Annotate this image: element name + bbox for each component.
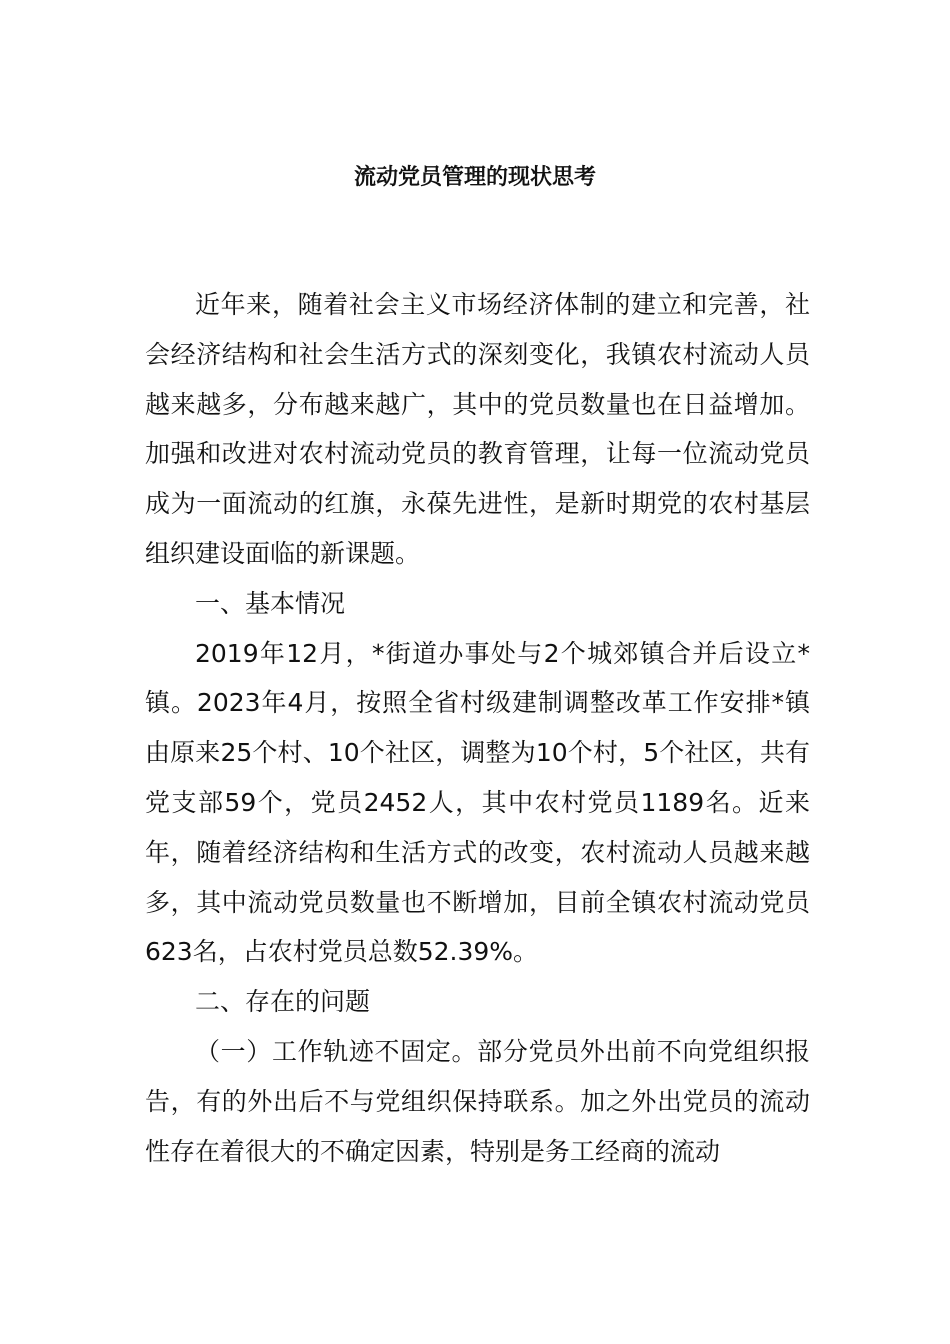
document-title: 流动党员管理的现状思考 — [353, 165, 596, 190]
paragraph-intro: 近年来，随着社会主义市场经济体制的建立和完善，社会经济结构和社会生活方式的深刻变化，我镇农村流动人员越来越多，分布越来越广，其中的党员数量也在日益增加。加强和改进对农村流动党员的教育管理，让每一位流动党员成为一面流动的红旗，永葆先进性，是新时期党的农村基层组织建设面临的新课题。 — [145, 290, 810, 568]
paragraph-problem-one: （一）工作轨迹不固定。部分党员外出前不向党组织报告，有的外出后不与党组织保持联系。加之外出党员的流动性存在着很大的不确定因素，特别是务工经商的流动 — [145, 1036, 810, 1166]
heading-existing-problems: 二、存在的问题 — [195, 987, 371, 1017]
paragraph-basic-situation: 2019年12月，*街道办事处与2个城郊镇合并后设立*镇。2023年4月，按照全省村级建制调整改革工作安排*镇由原来25个村、10个社区，调整为10个村，5个社区，共有党支部59个，党员2452人，其中农村党员1189名。近来年，随着经济结构和生活方式的改变，农村流动人员越来越多，其中流动党员数量也不断增加，目前全镇农村流动党员623名，占农村党员总数52.39%。 — [145, 638, 810, 967]
document-body — [145, 280, 810, 1176]
heading-basic-situation: 一、基本情况 — [195, 588, 346, 618]
